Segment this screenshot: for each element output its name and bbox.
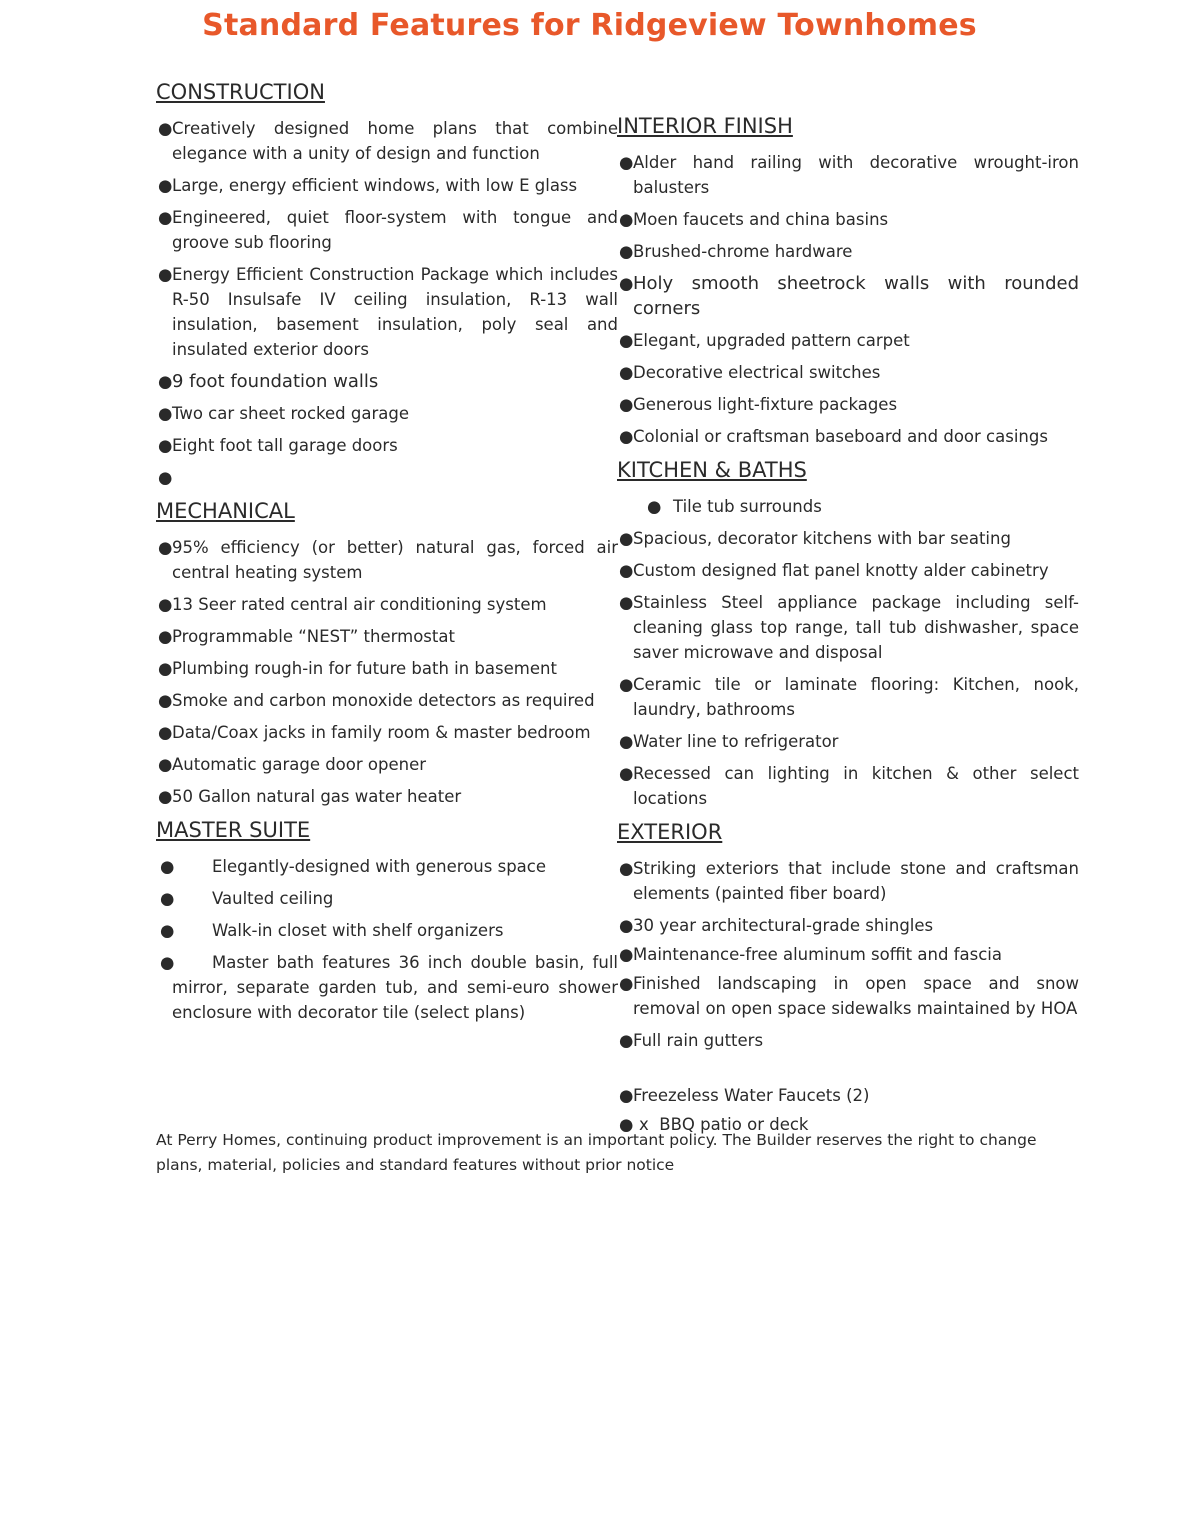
list-item: ● Eight foot tall garage doors [156, 433, 618, 458]
construction-list [156, 116, 618, 490]
bullet-icon: ● [158, 372, 173, 391]
construction-section [156, 78, 618, 490]
page-title: Standard Features for Ridgeview Townhomes [202, 8, 977, 43]
list-item: ● Data/Coax jacks in family room & master bedroom [156, 720, 618, 745]
list-item: ● 13 Seer rated central air conditioning system [156, 592, 618, 617]
exterior-list [617, 856, 1079, 1137]
bullet-icon: ● [160, 953, 175, 972]
bullet-icon: ● [158, 723, 173, 742]
list-item: ● Elegantly-designed with generous space [156, 854, 618, 879]
list-item: ● Alder hand railing with decorative wrought-iron balusters [617, 150, 1079, 200]
bullet-icon: ● [619, 859, 634, 878]
list-item: ● Elegant, upgraded pattern carpet [617, 328, 1079, 353]
list-item: ● Stainless Steel appliance package including self-cleaning glass top range, tall tub dishwasher, space saver microwave and disposal [617, 590, 1079, 665]
interior-finish-section [617, 112, 1079, 449]
list-item: ● Colonial or craftsman baseboard and door casings [617, 424, 1079, 449]
bullet-icon: ● [619, 732, 634, 751]
bullet-icon: ● [158, 265, 173, 284]
bullet-icon: ● [619, 529, 634, 548]
master-suite-section [156, 816, 618, 1025]
list-item: ● Creatively designed home plans that combine elegance with a unity of design and function [156, 116, 618, 166]
bullet-icon: ● [619, 427, 634, 446]
list-item: ● 9 foot foundation walls [158, 371, 379, 392]
bullet-icon: ● [158, 595, 173, 614]
bullet-icon: ● [619, 153, 634, 172]
list-item: ● Custom designed flat panel knotty alder cabinetry [617, 558, 1079, 583]
bullet-icon: ● [619, 593, 634, 612]
bullet-icon: ● [619, 1086, 634, 1105]
bullet-icon: ● [158, 627, 173, 646]
bullet-icon: ● [619, 1115, 634, 1134]
list-item: ● Tile tub surrounds [617, 494, 1079, 519]
construction-heading: CONSTRUCTION [156, 80, 325, 104]
left-column [156, 78, 618, 1032]
list-item: ● Brushed-chrome hardware [617, 239, 1079, 264]
bullet-icon: ● [158, 208, 173, 227]
list-item: ● Moen faucets and china basins [617, 207, 1079, 232]
list-item: ● 50 Gallon natural gas water heater [156, 784, 618, 809]
bullet-icon: ● [158, 119, 173, 138]
list-item [156, 465, 618, 490]
bullet-icon: ● [158, 436, 173, 455]
list-item: ● Large, energy efficient windows, with low E glass [156, 173, 618, 198]
list-item: ● Finished landscaping in open space and snow removal on open space sidewalks maintained by HOA [617, 971, 1079, 1021]
bullet-icon: ● [619, 363, 634, 382]
bullet-icon: ● [619, 210, 634, 229]
bullet-icon: ● [619, 561, 634, 580]
mechanical-list [156, 535, 618, 809]
interior-finish-list [617, 150, 1079, 449]
bullet-icon: ● [619, 242, 634, 261]
bullet-icon: ● [619, 274, 634, 293]
list-item: ● Smoke and carbon monoxide detectors as required [156, 688, 618, 713]
kitchen-baths-section [617, 456, 1079, 811]
bullet-icon: ● [619, 974, 634, 993]
right-column [617, 112, 1079, 1144]
list-item: ● Decorative electrical switches [617, 360, 1079, 385]
bullet-icon: ● [158, 755, 173, 774]
list-item: ● 95% efficiency (or better) natural gas, forced air central heating system [156, 535, 618, 585]
master-suite-heading: MASTER SUITE [156, 818, 311, 842]
list-item: ● Engineered, quiet floor-system with tongue and groove sub flooring [156, 205, 618, 255]
exterior-section [617, 818, 1079, 1137]
list-item: ● 30 year architectural-grade shingles [617, 913, 1079, 938]
list-item: ● Two car sheet rocked garage [156, 401, 618, 426]
bullet-icon: ● [160, 889, 175, 908]
list-item: ● Recessed can lighting in kitchen & other select locations [617, 761, 1079, 811]
bullet-icon: ● [160, 921, 175, 940]
master-suite-list [156, 854, 618, 1025]
mechanical-heading: MECHANICAL [156, 499, 295, 523]
bullet-icon: ● [619, 945, 634, 964]
list-item: ● Striking exteriors that include stone and craftsman elements (painted fiber board) [617, 856, 1079, 906]
bullet-icon: ● [158, 659, 173, 678]
exterior-heading: EXTERIOR [617, 820, 723, 844]
list-item: ● x BBQ patio or deck [617, 1112, 1079, 1137]
list-item: ● Automatic garage door opener [156, 752, 618, 777]
bullet-icon: ● [619, 675, 634, 694]
bullet-icon: ● [158, 787, 173, 806]
list-item: ● Ceramic tile or laminate flooring: Kitchen, nook, laundry, bathrooms [617, 672, 1079, 722]
bullet-icon: ● [619, 916, 634, 935]
list-item: ● Walk-in closet with shelf organizers [156, 918, 618, 943]
list-item: ● Freezeless Water Faucets (2) [617, 1083, 1079, 1108]
bullet-icon: ● [158, 176, 173, 195]
list-item: ● Full rain gutters [617, 1028, 1079, 1053]
list-item: ● Water line to refrigerator [617, 729, 1079, 754]
bullet-icon: ● [619, 764, 634, 783]
bullet-icon: ● [160, 857, 175, 876]
list-item: ● Plumbing rough-in for future bath in basement [156, 656, 618, 681]
list-item: ● Maintenance-free aluminum soffit and fascia [617, 942, 1079, 967]
list-item: ● Holy smooth sheetrock walls with rounded corners [619, 273, 1079, 319]
disclaimer-footer: At Perry Homes, continuing product improvement is an important policy. The Builder reserves the right to change plans, material, policies and standard features without prior notice [156, 1131, 1037, 1174]
list-item: ● Programmable “NEST” thermostat [156, 624, 618, 649]
bullet-icon: ● [158, 468, 173, 487]
interior-finish-heading: INTERIOR FINISH [617, 114, 793, 138]
kitchen-baths-list [617, 494, 1079, 811]
bullet-icon: ● [619, 395, 634, 414]
list-item: ● Vaulted ceiling [156, 886, 618, 911]
bullet-icon: ● [647, 497, 662, 516]
bullet-icon: ● [158, 404, 173, 423]
list-item: ● Generous light-fixture packages [617, 392, 1079, 417]
kitchen-baths-heading: KITCHEN & BATHS [617, 458, 807, 482]
mechanical-section [156, 497, 618, 809]
list-item: ● Energy Efficient Construction Package which includes R-50 Insulsafe IV ceiling insulation, R-13 wall insulation, basement insulation, poly seal and insulated exterior doors [156, 262, 618, 362]
bullet-icon: ● [619, 331, 634, 350]
list-item: ● Master bath features 36 inch double basin, full mirror, separate garden tub, and semi-euro shower enclosure with decorator tile (select plans) [156, 950, 618, 1025]
bullet-icon: ● [158, 538, 173, 557]
bullet-icon: ● [619, 1031, 634, 1050]
bullet-icon: ● [158, 691, 173, 710]
list-item: ● Spacious, decorator kitchens with bar seating [617, 526, 1079, 551]
